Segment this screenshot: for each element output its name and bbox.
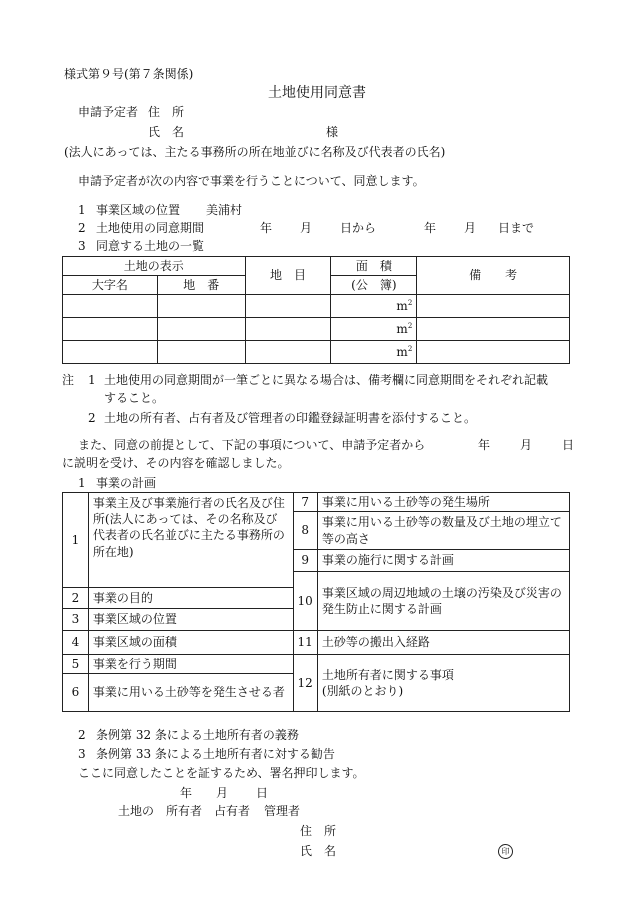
header-chiban: 地 番 bbox=[157, 276, 245, 295]
area-cell[interactable] bbox=[331, 318, 417, 341]
header-kobo: (公 簿) bbox=[331, 276, 417, 295]
signer-address-label: 住 所 bbox=[300, 824, 337, 838]
seal-icon: 印 bbox=[498, 844, 513, 859]
table-row bbox=[63, 341, 570, 364]
land-table bbox=[62, 256, 570, 364]
biko-cell[interactable] bbox=[417, 341, 570, 364]
plan-row-8-text: 事業に用いる土砂等の数量及び土地の埋立て等の高さ bbox=[317, 512, 569, 550]
plan-row-2-text: 事業の目的 bbox=[88, 588, 293, 609]
explanation-line-2: に説明を受け、その内容を確認しました。 bbox=[62, 456, 290, 470]
plan-row-12-subtext: (別紙のとおり) bbox=[321, 684, 404, 698]
plan-row-6-number: 6 bbox=[63, 674, 89, 712]
plan-row-4-number: 4 bbox=[63, 631, 89, 655]
area-unit: m bbox=[396, 321, 408, 336]
note-2-text: 土地の所有者、占有者及び管理者の印鑑登録証明書を添付すること。 bbox=[104, 411, 477, 425]
plan-number: 1 bbox=[78, 476, 86, 490]
chimoku-cell[interactable] bbox=[245, 318, 331, 341]
note-1-continuation: すること。 bbox=[104, 391, 165, 405]
after-item-3-text: 条例第 33 条による土地所有者に対する勧告 bbox=[96, 747, 335, 761]
area-unit-superscript: 2 bbox=[407, 298, 413, 307]
plan-row-12-number: 12 bbox=[293, 655, 317, 712]
consent-intro: 申請予定者が次の内容で事業を行うことについて、同意します。 bbox=[78, 174, 425, 188]
area-unit: m bbox=[396, 344, 408, 359]
after-item-2-number: 2 bbox=[78, 728, 86, 742]
header-chimoku: 地 目 bbox=[245, 257, 331, 295]
plan-row-3-number: 3 bbox=[63, 609, 89, 631]
after-item-2-text: 条例第 32 条による土地所有者の義務 bbox=[96, 728, 299, 742]
biko-cell[interactable] bbox=[417, 295, 570, 318]
chiban-cell[interactable] bbox=[157, 295, 245, 318]
note-1-number: 1 bbox=[88, 373, 96, 387]
plan-row-11-number: 11 bbox=[293, 631, 317, 655]
form-number: 様式第９号(第７条関係) bbox=[64, 67, 194, 81]
chimoku-cell[interactable] bbox=[245, 341, 331, 364]
aza-cell[interactable] bbox=[63, 318, 158, 341]
plan-row-10-text: 事業区域の周辺地域の土壌の汚染及び災害の発生防止に関する計画 bbox=[317, 572, 569, 631]
plan-row-12-text: 土地所有者に関する事項 bbox=[321, 667, 454, 682]
plan-row-6-text: 事業に用いる土砂等を発生させる者 bbox=[88, 674, 293, 712]
item-1-number: 1 bbox=[78, 203, 86, 217]
plan-row-4-text: 事業区域の面積 bbox=[88, 631, 293, 655]
corporation-note: (法人にあっては、主たる事務所の所在地並びに名称及び代表者の氏名) bbox=[64, 145, 446, 159]
plan-row-9-number: 9 bbox=[293, 550, 317, 572]
aza-cell[interactable] bbox=[63, 341, 158, 364]
explanation-day: 日 bbox=[562, 438, 575, 452]
chimoku-cell[interactable] bbox=[245, 295, 331, 318]
signer-role-occupant: 占有者 bbox=[214, 804, 251, 818]
header-biko: 備 考 bbox=[417, 257, 570, 295]
applicant-address-label: 住 所 bbox=[148, 105, 185, 119]
note-1-text: 土地使用の同意期間が一筆ごとに異なる場合は、備考欄に同意期間をそれぞれ記載 bbox=[104, 373, 549, 387]
plan-table bbox=[62, 492, 570, 712]
chiban-cell[interactable] bbox=[157, 318, 245, 341]
area-unit: m bbox=[396, 298, 408, 313]
table-row bbox=[63, 318, 570, 341]
signer-role-owner: 所有者 bbox=[166, 804, 203, 818]
period-end-month: 月 bbox=[464, 221, 477, 235]
note-2-number: 2 bbox=[88, 411, 96, 425]
item-2-number: 2 bbox=[78, 221, 86, 235]
after-item-3-number: 3 bbox=[78, 747, 86, 761]
item-1-label: 事業区域の位置 bbox=[96, 203, 181, 217]
plan-row-8-number: 8 bbox=[293, 512, 317, 550]
period-start-month: 月 bbox=[300, 221, 313, 235]
signer-role-manager: 管理者 bbox=[264, 804, 301, 818]
period-start-day: 日から bbox=[340, 221, 377, 235]
aza-cell[interactable] bbox=[63, 295, 158, 318]
period-end-day: 日まで bbox=[498, 221, 535, 235]
plan-row-5-text: 事業を行う期間 bbox=[88, 655, 293, 674]
plan-row-2-number: 2 bbox=[63, 588, 89, 609]
signer-name-label: 氏 名 bbox=[300, 844, 337, 858]
area-cell[interactable] bbox=[331, 295, 417, 318]
plan-label: 事業の計画 bbox=[96, 476, 157, 490]
applicant-name-label: 氏 名 bbox=[148, 125, 185, 139]
plan-row-1-number: 1 bbox=[63, 493, 89, 588]
explanation-year: 年 bbox=[478, 438, 491, 452]
area-unit-superscript: 2 bbox=[407, 321, 413, 330]
explanation-line-1: また、同意の前提として、下記の事項について、申請予定者から bbox=[78, 438, 426, 452]
period-end-year: 年 bbox=[424, 221, 437, 235]
period-start-year: 年 bbox=[260, 221, 273, 235]
certify-text: ここに同意したことを証するため、署名押印します。 bbox=[78, 766, 365, 780]
area-cell[interactable] bbox=[331, 341, 417, 364]
header-area: 面 積 bbox=[331, 257, 417, 276]
applicant-sama: 様 bbox=[326, 125, 339, 139]
explanation-month: 月 bbox=[520, 438, 533, 452]
document-title: 土地使用同意書 bbox=[268, 85, 366, 101]
plan-row-5-number: 5 bbox=[63, 655, 89, 674]
plan-row-12-cell bbox=[317, 655, 569, 712]
chiban-cell[interactable] bbox=[157, 341, 245, 364]
table-row bbox=[63, 295, 570, 318]
item-2-label: 土地使用の同意期間 bbox=[96, 221, 205, 235]
header-land-display: 土地の表示 bbox=[63, 257, 246, 276]
header-aza: 大字名 bbox=[63, 276, 158, 295]
signature-year: 年 bbox=[180, 786, 193, 800]
plan-row-7-number: 7 bbox=[293, 493, 317, 512]
biko-cell[interactable] bbox=[417, 318, 570, 341]
applicant-label: 申請予定者 bbox=[78, 105, 139, 119]
signature-day: 日 bbox=[256, 786, 269, 800]
plan-row-10-number: 10 bbox=[293, 572, 317, 631]
note-marker: 注 bbox=[62, 373, 75, 387]
plan-row-3-text: 事業区域の位置 bbox=[88, 609, 293, 631]
seal-mark bbox=[498, 842, 513, 859]
item-3-number: 3 bbox=[78, 239, 86, 253]
plan-row-1-text: 事業主及び事業施行者の氏名及び住所(法人にあっては、その名称及び代表者の氏名並びに主たる事務所の所在地) bbox=[88, 493, 293, 588]
plan-row-11-text: 土砂等の搬出入経路 bbox=[317, 631, 569, 655]
item-1-value: 美浦村 bbox=[206, 203, 243, 217]
plan-row-9-text: 事業の施行に関する計画 bbox=[317, 550, 569, 572]
signature-month: 月 bbox=[216, 786, 229, 800]
signer-role-prefix: 土地の bbox=[118, 804, 155, 818]
plan-row-7-text: 事業に用いる土砂等の発生場所 bbox=[317, 493, 569, 512]
area-unit-superscript: 2 bbox=[407, 344, 413, 353]
item-3-label: 同意する土地の一覧 bbox=[96, 239, 205, 253]
